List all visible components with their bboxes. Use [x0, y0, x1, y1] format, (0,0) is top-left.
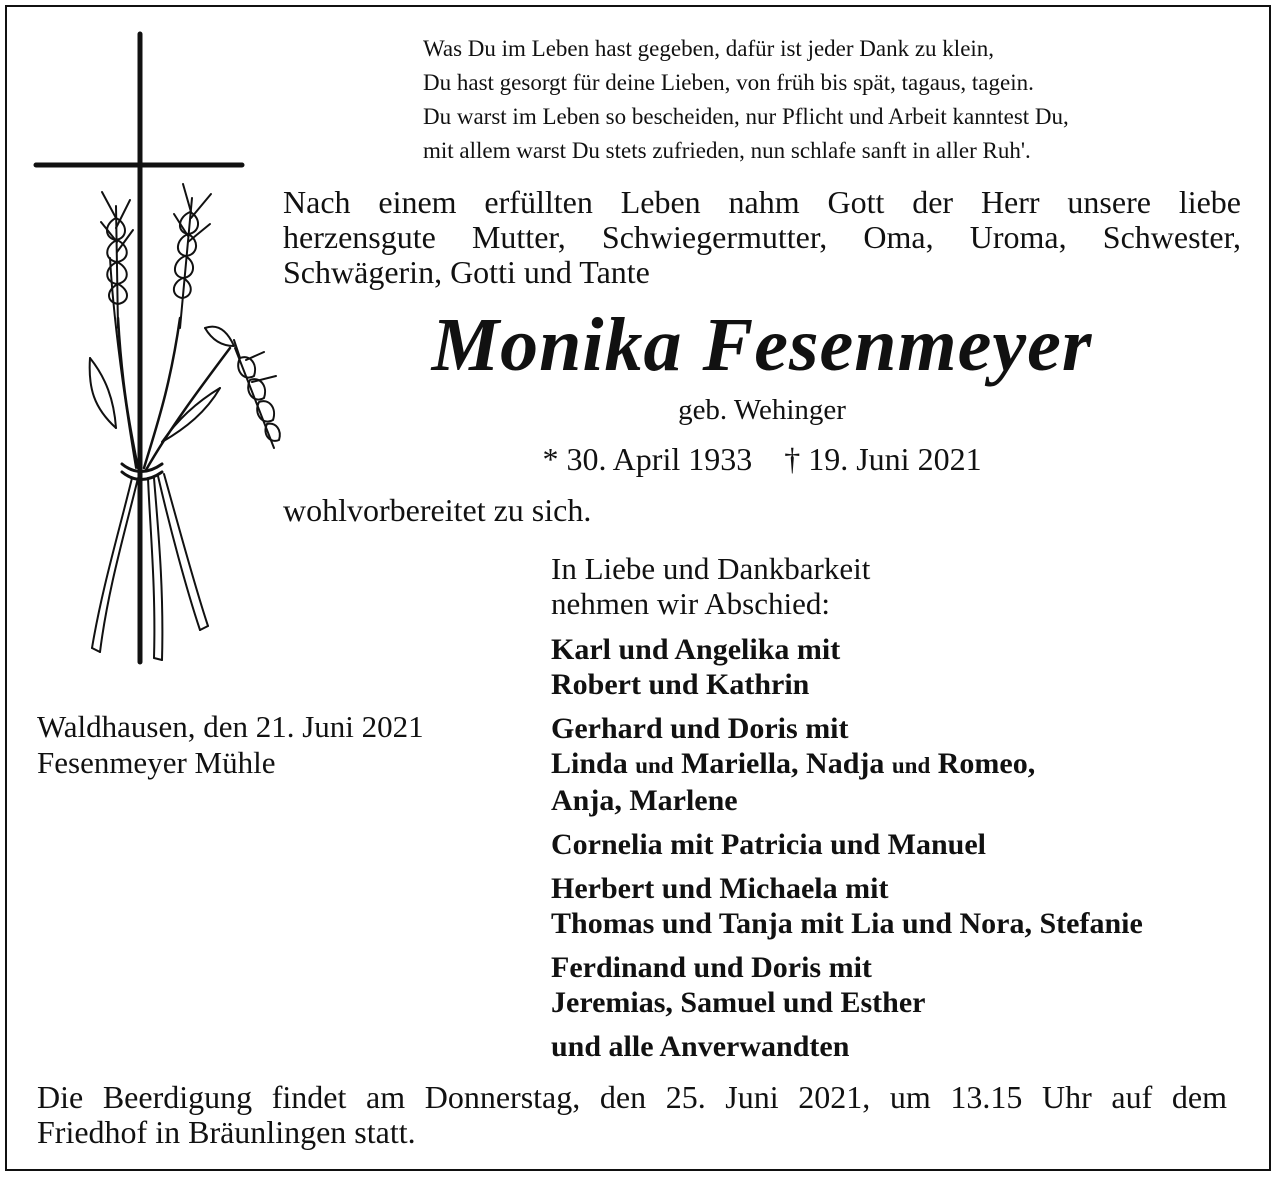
family-name: Mariella, Nadja [681, 747, 885, 780]
family-line: Thomas und Tanja mit Lia und Nora, Stefanie [551, 907, 1143, 940]
family-group [551, 711, 1143, 818]
intro-line: Nach einem erfüllten Leben nahm Gott der Herr unsere liebe [283, 184, 1241, 220]
place-line: Waldhausen, den 21. Juni 2021 [37, 709, 424, 744]
verse-line: Was Du im Leben hast gegeben, dafür ist jeder Dank zu klein, [423, 36, 995, 61]
family-line: Robert und Kathrin [551, 668, 810, 701]
family-line [551, 746, 1143, 783]
family-name: Linda [551, 747, 628, 780]
family-line: Herbert und Michaela mit [551, 872, 889, 905]
conjunction: und [635, 753, 674, 778]
place-and-date [37, 709, 424, 781]
farewell-text [551, 551, 870, 621]
maiden-name: geb. Wehinger [678, 394, 846, 426]
family-line: Karl und Angelika mit [551, 633, 841, 666]
verse-line: Du warst im Leben so bescheiden, nur Pflicht und Arbeit kanntest Du, [423, 104, 1069, 129]
birth-date: * 30. April 1933 [542, 441, 753, 477]
family-name: Romeo, [937, 747, 1036, 780]
funeral-line: Friedhof in Bräunlingen statt. [37, 1114, 416, 1150]
farewell-line: In Liebe und Dankbarkeit [551, 551, 871, 586]
farewell-line: nehmen wir Abschied: [551, 586, 830, 621]
deceased-name: Monika Fesenmeyer [431, 303, 1093, 387]
death-date: † 19. Juni 2021 [784, 441, 982, 477]
poem-verse [423, 32, 1069, 168]
family-group [551, 950, 1143, 1020]
family-group [551, 632, 1143, 702]
verse-line: Du hast gesorgt für deine Lieben, von früh bis spät, tagaus, tagein. [423, 70, 1034, 95]
family-line: und alle Anverwandten [551, 1030, 850, 1063]
family-group [551, 827, 1143, 862]
family-group [551, 1029, 1143, 1064]
family-line: Cornelia mit Patricia und Manuel [551, 828, 986, 861]
closing-text: wohlvorbereitet zu sich. [283, 492, 592, 528]
verse-line: mit allem warst Du stets zufrieden, nun schlafe sanft in aller Ruh'. [423, 138, 1031, 163]
conjunction: und [891, 753, 931, 778]
intro-line: Schwägerin, Gotti und Tante [283, 254, 650, 290]
intro-line: herzensgute Mutter, Schwiegermutter, Oma, Uroma, Schwester, [283, 219, 1241, 255]
cross-with-wheat-icon [30, 28, 290, 668]
family-group [551, 871, 1143, 941]
funeral-line: Die Beerdigung findet am Donnerstag, den 25. Juni 2021, um 13.15 Uhr auf dem [37, 1079, 1227, 1115]
family-line: Anja, Marlene [551, 784, 738, 817]
mourners-list [551, 632, 1143, 1073]
family-line: Jeremias, Samuel und Esther [551, 986, 926, 1019]
intro-text [283, 185, 1241, 290]
life-dates [283, 440, 1241, 478]
place-line: Fesenmeyer Mühle [37, 745, 276, 780]
family-line: Gerhard und Doris mit [551, 712, 849, 745]
funeral-info [37, 1080, 1227, 1150]
family-line: Ferdinand und Doris mit [551, 951, 872, 984]
